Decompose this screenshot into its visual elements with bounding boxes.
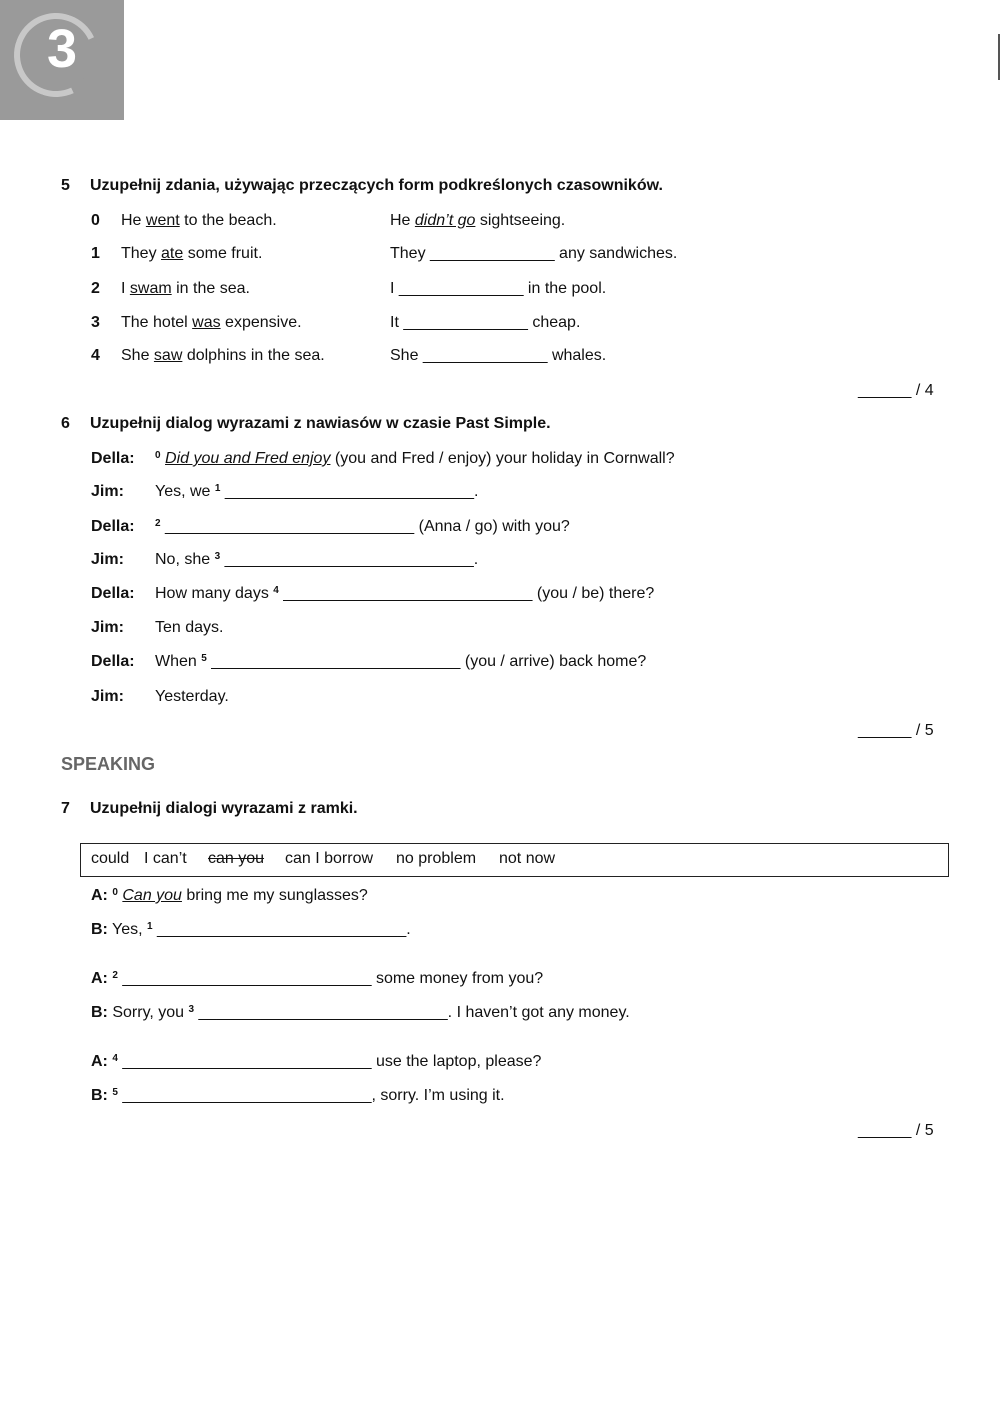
ex5-sentence [121,346,325,366]
ex7-dialog-line[interactable] [91,969,543,989]
gap-number: 3 [188,1004,195,1015]
ex5-sentence-post: some fruit. [183,245,263,262]
ex5-row-number: 3 [91,314,100,331]
ex7-dialog-line[interactable] [91,1052,541,1072]
dialog-text-post: bring me my sunglasses? [181,887,368,904]
dialog-text-pre: How many days [155,585,274,602]
speaker-label: Della: [91,585,135,602]
dialog-gap-line[interactable] [155,482,479,502]
word-box-item: can I borrow [285,850,374,867]
ex5-negative-example [390,211,565,231]
dialog-gap-line[interactable] [155,584,654,604]
speaker-label: B: [91,921,108,938]
dialog-text-post: ____________________________. [152,921,411,938]
ex5-sentence-pre: She [121,347,154,364]
ex7-score[interactable]: ______ / 5 [858,1122,934,1139]
dialog-text-post: ____________________________. [220,551,479,568]
dialog-text-post: (you and Fred / enjoy) your holiday in Cornwall? [330,450,675,467]
dialog-text-pre: Yes, we [155,483,215,500]
dialog-text-post: ____________________________ (Anna / go) with you? [160,518,570,535]
speaker-label: B: [91,1004,108,1021]
ex5-sentence-post: dolphins in the sea. [182,347,325,364]
gap-number: 1 [214,483,221,494]
ex7-instruction: Uzupełnij dialogi wyrazami z ramki. [90,800,358,817]
word-box [80,843,949,877]
speaker-label: Della: [91,653,135,670]
dialog-text: Yesterday. [155,688,229,705]
dialog-text-post: ____________________________ some money from you? [117,970,544,987]
gap-number: 2 [155,518,161,529]
ex5-negative-pre: He [390,212,415,229]
dialog-text-post: ____________________________ (you / arrive) back home? [206,653,647,670]
example-answer: Did you and Fred enjoy [165,450,331,467]
example-answer: Can you [122,887,182,904]
dialog-text-post: ____________________________ (you / be) there? [278,585,655,602]
dialog-text-post: ____________________________. [220,483,479,500]
ex5-instruction: Uzupełnij zdania, używając przeczących form podkreślonych czasowników. [90,177,663,194]
ex7-dialog-line [91,886,368,906]
ex5-row-number: 4 [91,347,100,364]
ex5-sentence-pre: He [121,212,146,229]
dialog-text-post: ____________________________. I haven’t got any money. [194,1004,630,1021]
ex5-sentence-pre: I [121,280,130,297]
ex5-sentence [121,211,277,231]
gap-number: 0 [155,450,161,461]
gap-number: 4 [112,1053,118,1064]
dialog-gap-line[interactable] [155,652,646,672]
ex5-gap-sentence[interactable]: I ______________ in the pool. [390,280,607,297]
gap-number: 2 [112,970,118,981]
ex6-score[interactable]: ______ / 5 [858,722,934,739]
speaker-label: Jim: [91,688,124,705]
word-box-item: not now [499,850,556,867]
dialog-text: Ten days. [155,619,224,636]
ex7-dialog-line[interactable] [91,1003,630,1023]
ex5-underlined-verb: saw [153,347,183,364]
ex5-sentence [121,313,302,333]
ex5-gap-sentence[interactable]: It ______________ cheap. [390,314,581,331]
ex5-underlined-verb: swam [129,280,172,297]
speaker-label: Della: [91,450,135,467]
word-box-item-struck: can you [208,850,265,867]
ex5-sentence-pre: They [121,245,162,262]
speaker-label: B: [91,1087,108,1104]
dialog-text [155,449,675,469]
word-box-item: I can’t [144,850,187,867]
dialog-text-pre: When [155,653,202,670]
ex7-dialog-line[interactable] [91,1086,505,1106]
speaker-label: A: [91,970,108,987]
ex5-sentence [121,244,262,264]
speaker-label: Jim: [91,551,124,568]
gap-number: 0 [112,887,118,898]
ex7-dialog-line[interactable] [91,920,411,940]
dialog-text-pre: Sorry, you [107,1004,189,1021]
dialog-gap-line[interactable] [155,550,478,570]
gap-number: 5 [201,653,207,664]
ex6-instruction: Uzupełnij dialog wyrazami z nawiasów w czasie Past Simple. [90,415,551,432]
gap-number: 3 [214,551,221,562]
ex7-number: 7 [61,800,70,817]
word-box-item: no problem [396,850,477,867]
ex5-score[interactable]: ______ / 4 [858,382,934,399]
ex5-underlined-verb: went [145,212,180,229]
ex5-row-number: 1 [91,245,100,262]
speaker-label: Jim: [91,619,124,636]
gap-number: 4 [273,585,279,596]
speaker-label: A: [91,887,108,904]
ex5-sentence-post: in the sea. [171,280,250,297]
dialog-gap-line[interactable] [155,517,570,537]
ex5-gap-sentence[interactable]: They ______________ any sandwiches. [390,245,678,262]
dialog-text-pre: Yes, [107,921,148,938]
speaker-label: Jim: [91,483,124,500]
speaker-label: A: [91,1053,108,1070]
ex5-row-number: 2 [91,280,100,297]
unit-number: 3 [46,19,78,79]
section-heading: SPEAKING [61,754,156,774]
ex5-negative-post: sightseeing. [475,212,566,229]
gap-number: 1 [147,921,153,932]
dialog-text-post: ____________________________, sorry. I’m using it. [117,1087,505,1104]
ex5-sentence-pre: The hotel [121,314,193,331]
ex5-number: 5 [61,177,70,194]
ex5-sentence [121,279,250,299]
ex5-example-answer: didn’t go [414,212,476,229]
unit-badge [0,0,124,120]
speaker-label: Della: [91,518,135,535]
ex5-underlined-verb: ate [161,245,184,262]
ex5-row-number: 0 [91,212,100,229]
ex6-number: 6 [61,415,70,432]
ex5-gap-sentence[interactable]: She ______________ whales. [390,347,607,364]
gap-number: 5 [112,1087,118,1098]
ex5-sentence-post: expensive. [220,314,302,331]
word-box-item: could [91,850,130,867]
dialog-text-post: ____________________________ use the laptop, please? [117,1053,542,1070]
ex5-sentence-post: to the beach. [179,212,277,229]
dialog-text-pre: No, she [155,551,215,568]
ex5-underlined-verb: was [192,314,221,331]
